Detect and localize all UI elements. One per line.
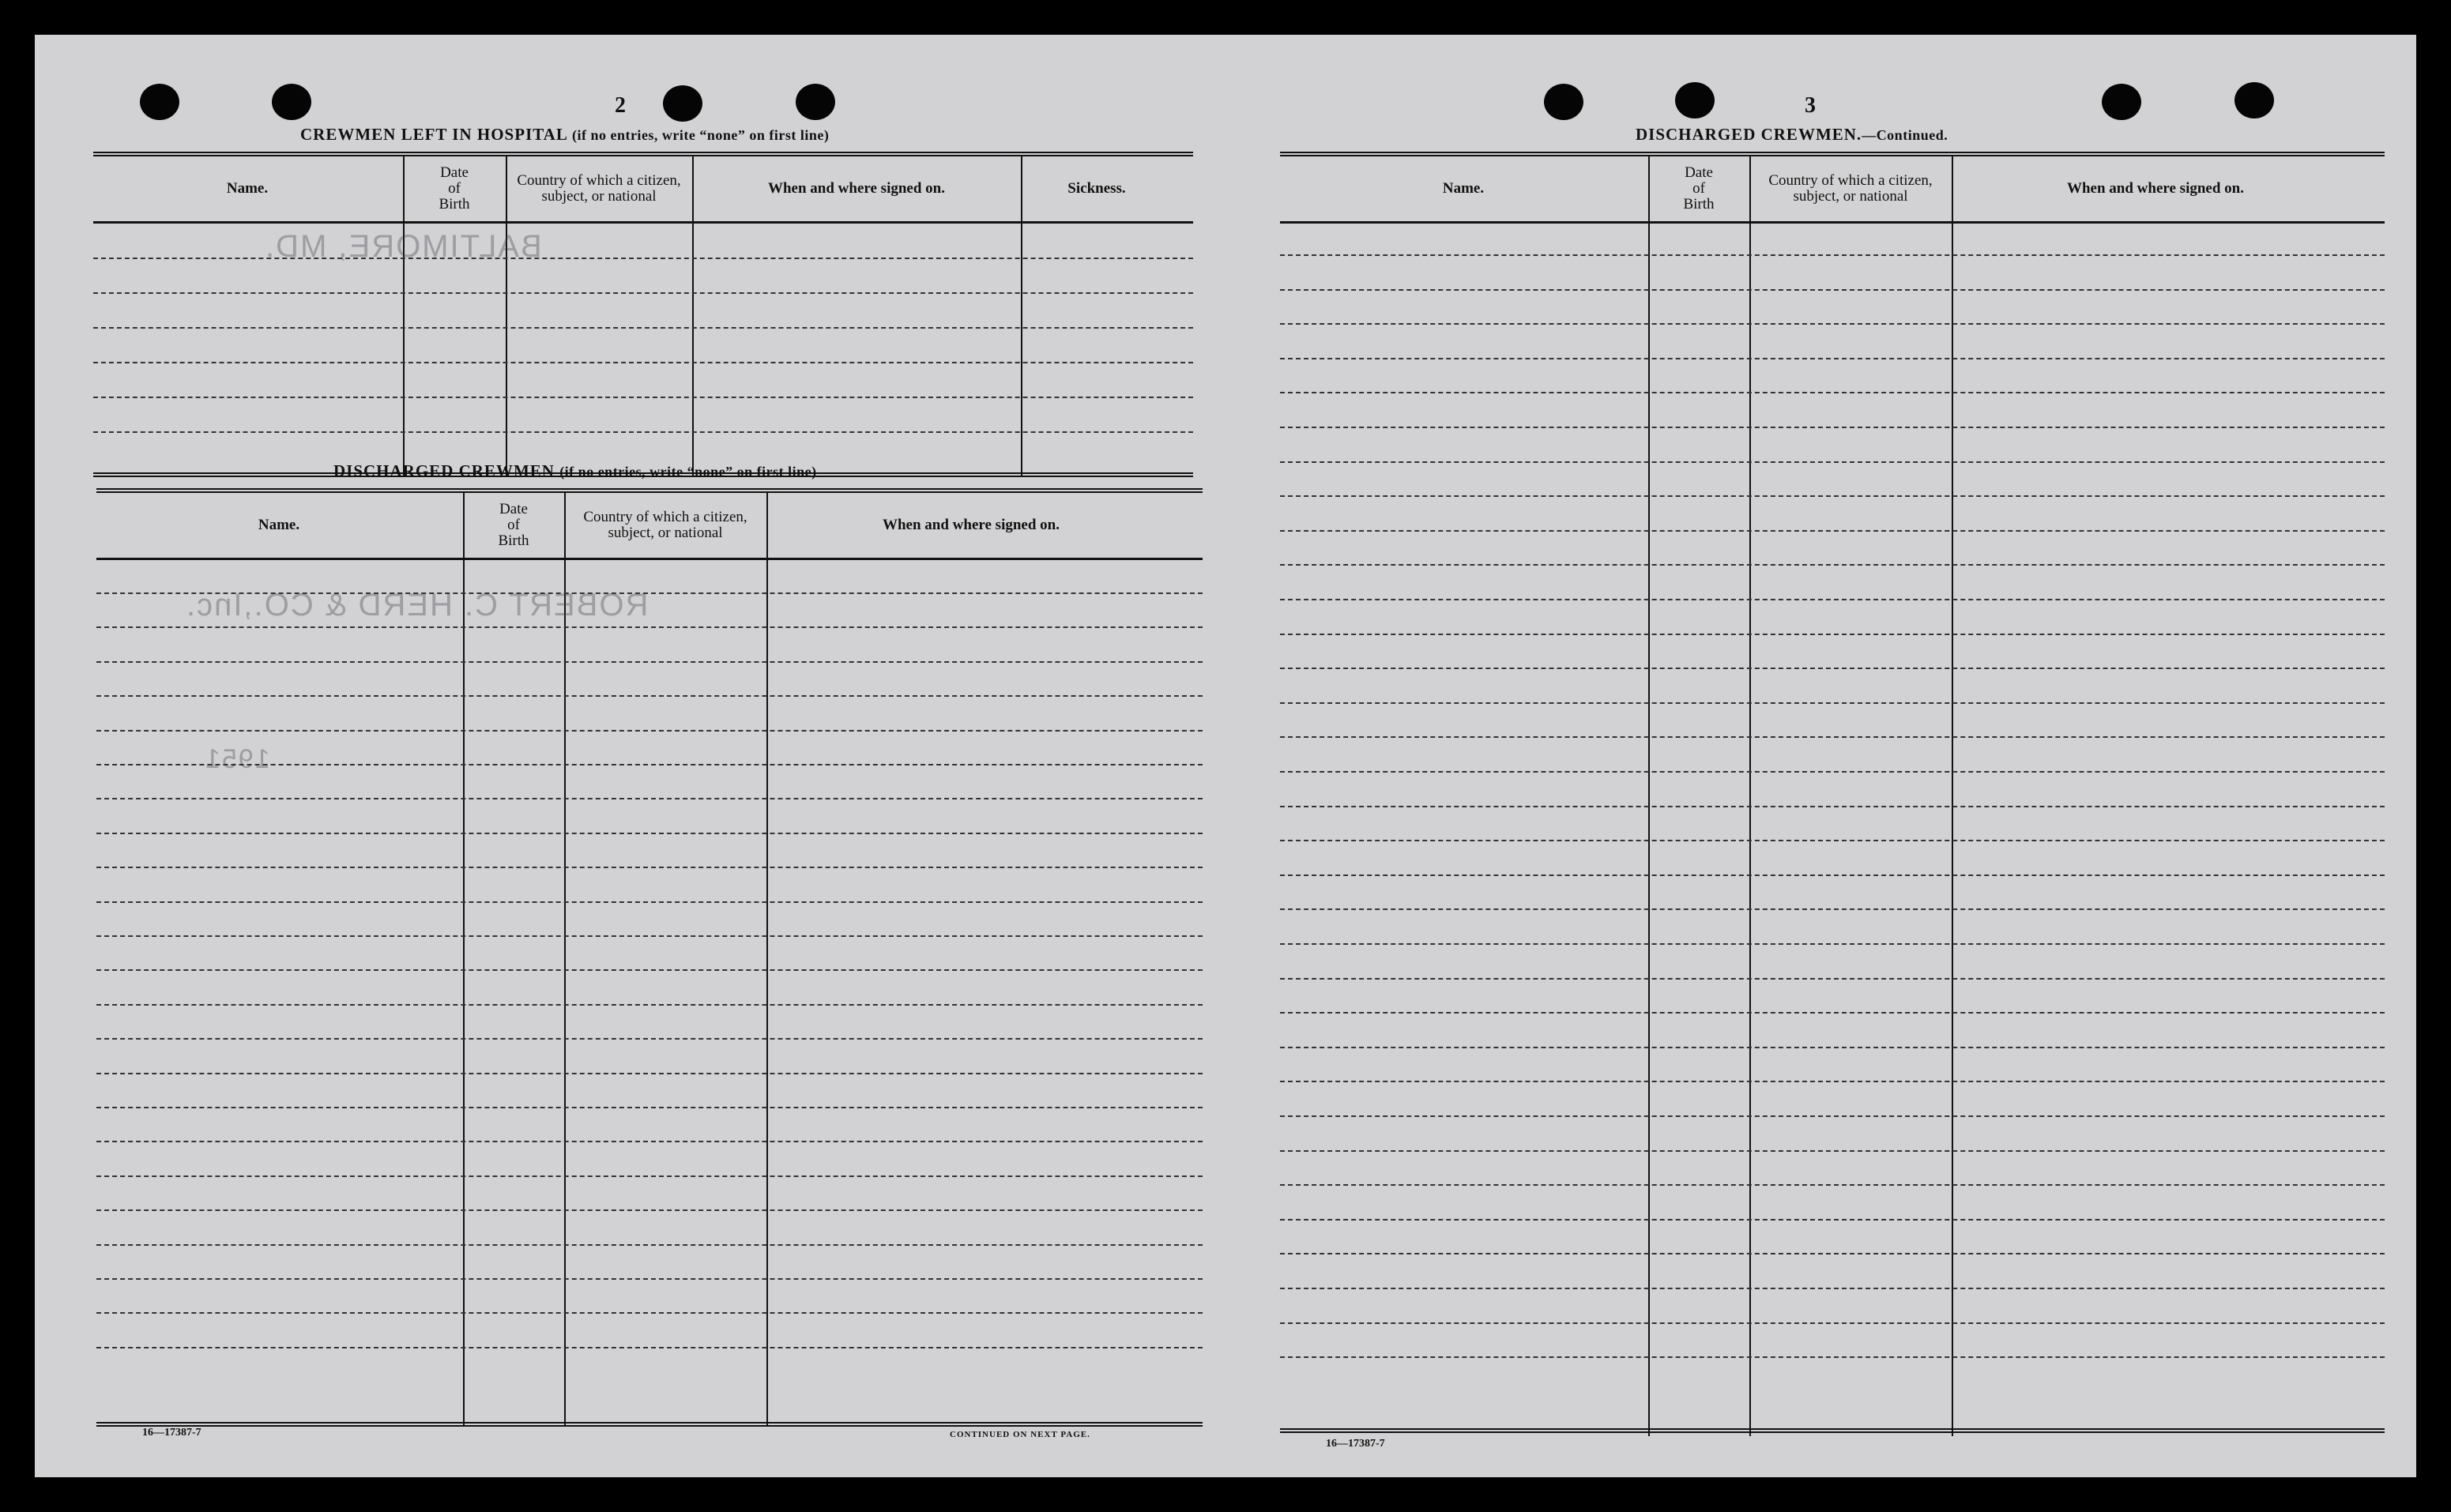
header-country: Country of which a citizen, subject, or national xyxy=(1768,172,1933,205)
entry-line xyxy=(1280,1081,2385,1082)
entry-line xyxy=(93,397,1193,398)
page-number-left: 2 xyxy=(615,93,626,118)
stamp-location: BALTIMORE, MD. xyxy=(264,229,542,264)
entry-line xyxy=(1280,599,2385,600)
punch-hole xyxy=(1675,82,1715,118)
entry-line xyxy=(96,1312,1203,1314)
discharged-continued-title-text: DISCHARGED CREWMEN. xyxy=(1636,125,1862,144)
entry-line xyxy=(96,1073,1203,1074)
column-divider xyxy=(766,493,768,1427)
punch-hole xyxy=(140,84,179,120)
entry-line xyxy=(1280,1047,2385,1048)
punch-hole xyxy=(2102,84,2141,120)
entry-line xyxy=(1280,358,2385,359)
header-country: Country of which a citizen, subject, or national xyxy=(583,509,747,541)
punch-hole xyxy=(1544,84,1583,120)
entry-line xyxy=(1280,1288,2385,1289)
header-name: Name. xyxy=(1442,180,1485,197)
entry-line xyxy=(96,1209,1203,1211)
entry-line xyxy=(96,1347,1203,1348)
discharged-continued-table xyxy=(1280,152,2385,1436)
entry-line xyxy=(96,1038,1203,1040)
entry-line xyxy=(1280,908,2385,910)
column-divider xyxy=(1021,156,1022,477)
entry-line xyxy=(96,1107,1203,1108)
discharged-continued-title xyxy=(1636,125,1948,145)
column-divider xyxy=(564,493,566,1427)
continued-note: CONTINUED ON NEXT PAGE. xyxy=(950,1430,1090,1439)
entry-line xyxy=(1280,978,2385,980)
entry-line xyxy=(93,362,1193,363)
hospital-table xyxy=(93,152,1193,477)
entry-line xyxy=(1280,427,2385,428)
entry-line xyxy=(96,1141,1203,1142)
page-number-right: 3 xyxy=(1805,93,1816,118)
header-signed-on: When and where signed on. xyxy=(2066,180,2244,197)
punch-hole xyxy=(272,84,311,120)
entry-line xyxy=(1280,564,2385,566)
entry-line xyxy=(1280,840,2385,841)
header-date-of-birth: Date of Birth xyxy=(439,164,470,213)
stamp-company: ROBERT C. HERD & CO.,Inc. xyxy=(185,588,649,622)
column-divider xyxy=(692,156,694,477)
entry-line xyxy=(96,730,1203,732)
punch-hole xyxy=(663,85,702,122)
header-signed-on: When and where signed on. xyxy=(767,180,945,197)
entry-line xyxy=(1280,323,2385,325)
column-divider xyxy=(1648,156,1650,1436)
entry-line xyxy=(1280,1115,2385,1117)
entry-line xyxy=(1280,874,2385,876)
column-divider xyxy=(463,493,465,1427)
entry-line xyxy=(96,1175,1203,1177)
hospital-section-title xyxy=(300,125,829,145)
discharged-title-note: (if no entries, write “none” on first line) xyxy=(559,464,817,480)
entry-line xyxy=(1280,1322,2385,1324)
punch-hole xyxy=(2235,82,2274,118)
entry-line xyxy=(1280,668,2385,669)
discharged-title-text: DISCHARGED CREWMEN xyxy=(333,461,555,480)
entry-line xyxy=(96,1278,1203,1280)
entry-line xyxy=(1280,461,2385,463)
entry-line xyxy=(1280,1253,2385,1254)
discharged-table xyxy=(96,488,1203,1427)
entry-line xyxy=(1280,495,2385,497)
entry-line xyxy=(1280,1356,2385,1358)
entry-line xyxy=(96,1244,1203,1246)
punch-hole xyxy=(796,84,835,120)
hospital-title-text: CREWMEN LEFT IN HOSPITAL xyxy=(300,125,567,144)
entry-line xyxy=(1280,736,2385,738)
header-name: Name. xyxy=(258,517,300,533)
column-divider xyxy=(403,156,405,477)
entry-line xyxy=(96,626,1203,628)
entry-line xyxy=(96,833,1203,834)
entry-line xyxy=(1280,1012,2385,1014)
column-divider xyxy=(1749,156,1751,1436)
entry-line xyxy=(1280,254,2385,256)
discharged-continued-note: —Continued. xyxy=(1862,127,1948,143)
entry-line xyxy=(96,798,1203,799)
stamp-year: 1951 xyxy=(204,744,270,774)
entry-line xyxy=(1280,1184,2385,1186)
entry-line xyxy=(1280,1150,2385,1152)
header-signed-on: When and where signed on. xyxy=(882,517,1060,533)
entry-line xyxy=(93,327,1193,329)
header-name: Name. xyxy=(226,180,269,197)
form-number-left: 16—17387-7 xyxy=(142,1427,201,1439)
header-sickness: Sickness. xyxy=(1067,180,1126,197)
entry-line xyxy=(96,695,1203,697)
entry-line xyxy=(93,431,1193,433)
entry-line xyxy=(1280,771,2385,773)
entry-line xyxy=(1280,1219,2385,1221)
header-country: Country of which a citizen, subject, or national xyxy=(517,172,681,205)
entry-line xyxy=(96,1004,1203,1006)
header-date-of-birth: Date of Birth xyxy=(498,501,529,549)
entry-line xyxy=(1280,634,2385,635)
entry-line xyxy=(96,661,1203,663)
entry-line xyxy=(96,969,1203,971)
entry-line xyxy=(93,258,1193,259)
form-number-right: 16—17387-7 xyxy=(1326,1438,1385,1450)
entry-line xyxy=(1280,392,2385,393)
entry-line xyxy=(96,867,1203,868)
entry-line xyxy=(96,935,1203,937)
hospital-title-note: (if no entries, write “none” on first line) xyxy=(571,127,830,143)
discharged-section-title xyxy=(333,461,817,481)
column-divider xyxy=(506,156,507,477)
discharged-bottom-rule xyxy=(96,1422,1203,1427)
entry-line xyxy=(1280,289,2385,291)
entry-line xyxy=(1280,943,2385,945)
entry-line xyxy=(1280,530,2385,532)
entry-line xyxy=(1280,806,2385,807)
entry-line xyxy=(96,901,1203,903)
form-sheet xyxy=(35,35,2416,1477)
entry-line xyxy=(1280,702,2385,704)
header-date-of-birth: Date of Birth xyxy=(1683,164,1715,213)
column-divider xyxy=(1952,156,1953,1436)
discharged-continued-bottom-rule xyxy=(1280,1428,2385,1433)
entry-line xyxy=(93,292,1193,294)
